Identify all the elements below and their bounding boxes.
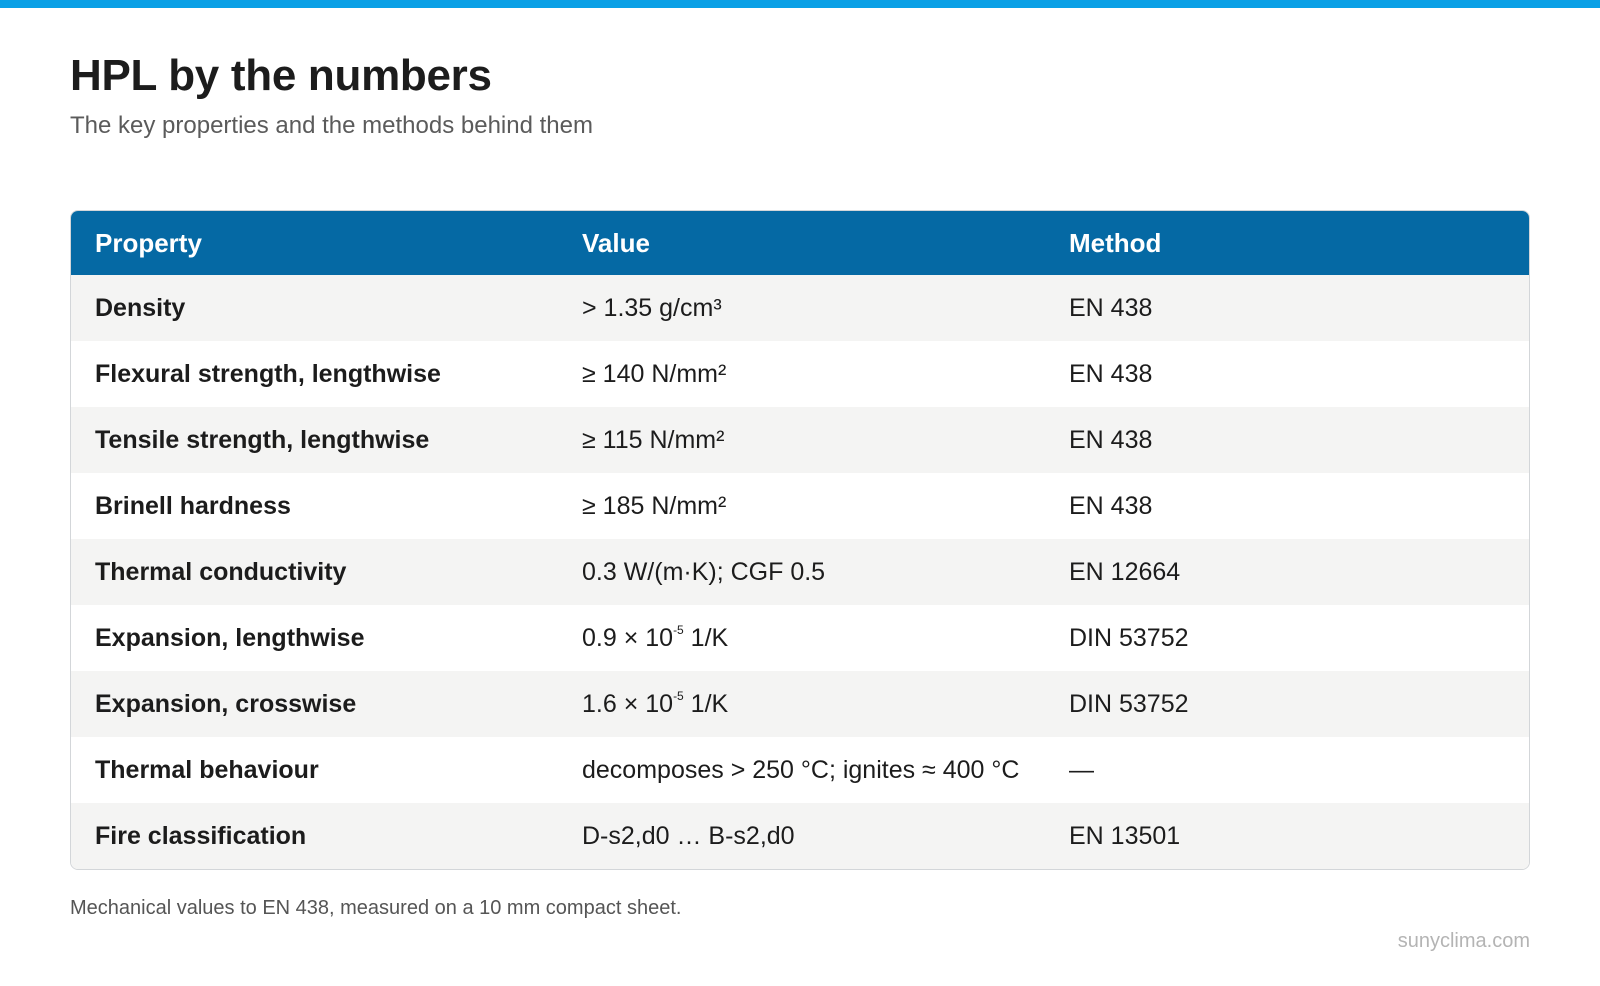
properties-table-card — [70, 210, 1530, 870]
property-cell: Brinell hardness — [95, 491, 291, 520]
property-cell: Flexural strength, lengthwise — [95, 359, 441, 388]
page-subtitle: The key properties and the methods behind them — [70, 112, 593, 139]
page-title: HPL by the numbers — [70, 51, 492, 100]
method-cell: — — [1069, 755, 1094, 784]
table-row — [71, 407, 1529, 473]
property-cell: Fire classification — [95, 821, 307, 850]
table-body — [71, 275, 1529, 869]
method-cell: EN 438 — [1069, 491, 1153, 520]
value-cell: ≥ 185 N/mm² — [582, 491, 727, 520]
table-header — [71, 211, 1529, 275]
value-cell: > 1.35 g/cm³ — [582, 293, 722, 322]
column-header-value: Value — [582, 227, 650, 258]
table-header-row — [71, 211, 1529, 275]
footnote: Mechanical values to EN 438, measured on a 10 mm compact sheet. — [70, 897, 682, 919]
table-row — [71, 275, 1529, 341]
value-cell: decomposes > 250 °C; ignites ≈ 400 °C — [582, 755, 1020, 784]
method-cell: EN 12664 — [1069, 557, 1181, 586]
property-cell: Expansion, crosswise — [95, 689, 357, 718]
method-cell: EN 438 — [1069, 425, 1153, 454]
table-row — [71, 341, 1529, 407]
table-row — [71, 473, 1529, 539]
method-cell: EN 13501 — [1069, 821, 1181, 850]
value-base: 1.6 × 10 — [582, 689, 674, 718]
value-cell: ≥ 140 N/mm² — [582, 359, 727, 388]
value-cell: D-s2,d0 … B-s2,d0 — [582, 821, 795, 850]
table-row — [71, 803, 1529, 869]
property-cell: Thermal behaviour — [95, 755, 319, 784]
property-cell: Density — [95, 293, 186, 322]
column-header-property: Property — [95, 227, 202, 258]
value-unit: 1/K — [683, 689, 729, 718]
value-cell — [558, 671, 1045, 737]
accent-bar — [0, 0, 1600, 8]
properties-table — [71, 211, 1529, 869]
value-base: 0.9 × 10 — [582, 623, 674, 652]
table-row — [71, 539, 1529, 605]
table-row — [71, 605, 1529, 671]
value-unit: 1/K — [683, 623, 729, 652]
value-cell: ≥ 115 N/mm² — [582, 425, 725, 454]
value-cell — [558, 605, 1045, 671]
method-cell: EN 438 — [1069, 293, 1153, 322]
method-cell: DIN 53752 — [1069, 689, 1189, 718]
property-cell: Tensile strength, lengthwise — [95, 425, 430, 454]
value-exponent: -5 — [673, 622, 684, 637]
property-cell: Expansion, lengthwise — [95, 623, 365, 652]
value-cell: 0.3 W/(m·K); CGF 0.5 — [582, 557, 826, 586]
column-header-method: Method — [1069, 227, 1162, 258]
method-cell: DIN 53752 — [1069, 623, 1189, 652]
method-cell: EN 438 — [1069, 359, 1153, 388]
property-cell: Thermal conductivity — [95, 557, 347, 586]
table-row — [71, 671, 1529, 737]
value-exponent: -5 — [673, 688, 684, 703]
source-credit: sunyclima.com — [1397, 930, 1530, 952]
table-row — [71, 737, 1529, 803]
